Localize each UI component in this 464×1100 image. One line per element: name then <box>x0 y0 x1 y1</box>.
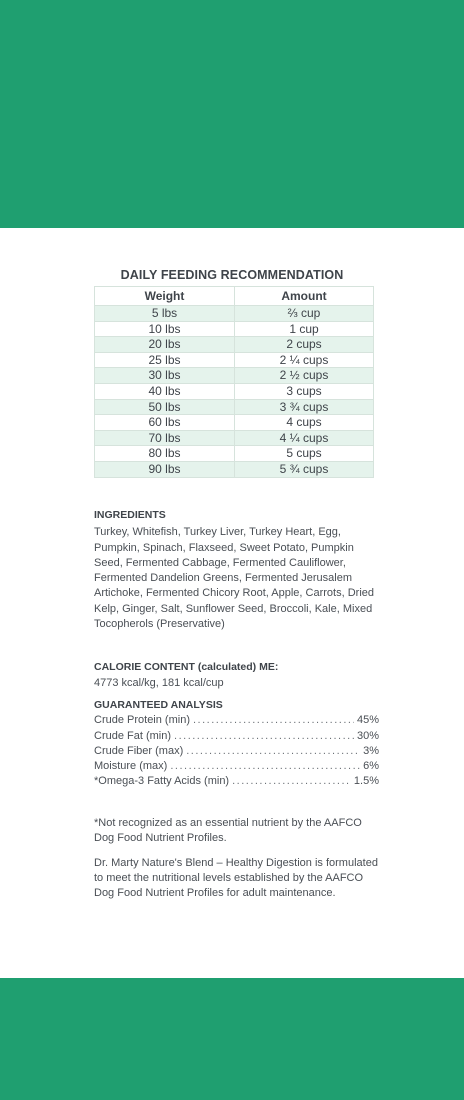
analysis-label: *Omega-3 Fatty Acids (min) <box>94 775 230 788</box>
ingredients-text: Turkey, Whitefish, Turkey Liver, Turkey Heart, Egg, Pumpkin, Spinach, Flaxseed, Sweet Potato, Pumpkin Seed, Fermented Cabbage, Fermented Cauliflower, Fermented Dandelion Greens, Fermented Jerusalem Artichoke, Fermented Chicory Root, Apple, Carrots, Dried Kelp, Ginger, Salt, Sunflower Seed, Broccoli, Kale, Mixed Tocopherols (Preservative) <box>94 526 375 631</box>
table-row <box>95 368 374 384</box>
weight-cell: 40 lbs <box>95 383 235 399</box>
analysis-value: 45% <box>356 714 379 727</box>
notes-section <box>94 816 379 910</box>
analysis-label: Moisture (max) <box>94 760 168 773</box>
analysis-value: 3% <box>363 744 379 757</box>
table-row <box>95 337 374 353</box>
amount-cell: 4 ¼ cups <box>235 430 374 446</box>
analysis-value: 6% <box>363 760 379 773</box>
calorie-title: CALORIE CONTENT (calculated) ME: <box>94 661 279 673</box>
table-row <box>95 415 374 431</box>
amount-cell: 3 cups <box>235 383 374 399</box>
table-row <box>95 446 374 462</box>
analysis-label: Crude Protein (min) <box>94 714 190 727</box>
ingredients-section <box>94 508 379 632</box>
weight-cell: 60 lbs <box>95 415 235 431</box>
weight-cell: 10 lbs <box>95 321 235 337</box>
weight-cell: 80 lbs <box>95 446 235 462</box>
feeding-header-row <box>95 287 374 306</box>
calorie-value: 4773 kcal/kg, 181 kcal/cup <box>94 677 224 690</box>
analysis-row <box>94 774 379 789</box>
weight-cell: 20 lbs <box>95 337 235 353</box>
feeding-title: DAILY FEEDING RECOMMENDATION <box>120 268 344 282</box>
weight-cell: 90 lbs <box>95 461 235 477</box>
table-row <box>95 430 374 446</box>
amount-cell: 2 ¼ cups <box>235 352 374 368</box>
guaranteed-title: GUARANTEED ANALYSIS <box>94 699 223 711</box>
header-amount: Amount <box>235 287 374 306</box>
amount-cell: 1 cup <box>235 321 374 337</box>
dot-leader <box>232 774 351 789</box>
bottom-green-band <box>0 978 464 1100</box>
table-row <box>95 461 374 477</box>
dot-leader <box>193 713 354 728</box>
weight-cell: 70 lbs <box>95 430 235 446</box>
weight-cell: 5 lbs <box>95 306 235 322</box>
table-row <box>95 383 374 399</box>
analysis-label: Crude Fat (min) <box>94 729 172 742</box>
table-row <box>95 399 374 415</box>
feeding-table <box>94 286 374 478</box>
weight-cell: 30 lbs <box>95 368 235 384</box>
calorie-section <box>94 660 379 692</box>
amount-cell: 4 cups <box>235 415 374 431</box>
amount-cell: 5 ¾ cups <box>235 461 374 477</box>
analysis-label: Crude Fiber (max) <box>94 744 184 757</box>
analysis-row <box>94 744 379 759</box>
amount-cell: ⅔ cup <box>235 306 374 322</box>
amount-cell: 2 cups <box>235 337 374 353</box>
dot-leader <box>170 759 360 774</box>
amount-cell: 5 cups <box>235 446 374 462</box>
amount-cell: 3 ¾ cups <box>235 399 374 415</box>
weight-cell: 25 lbs <box>95 352 235 368</box>
analysis-row <box>94 759 379 774</box>
formulation-statement: Dr. Marty Nature's Blend – Healthy Digestion is formulated to meet the nutritional levels established by the AAFCO Dog Food Nutrient Profiles for adult maintenance. <box>94 856 378 900</box>
header-weight: Weight <box>95 287 235 306</box>
dot-leader <box>174 729 354 744</box>
top-green-band <box>0 0 464 228</box>
footnote-aafco: *Not recognized as an essential nutrient by the AAFCO Dog Food Nutrient Profiles. <box>94 817 362 845</box>
table-row <box>95 352 374 368</box>
guaranteed-analysis-section <box>94 698 379 790</box>
ingredients-title: INGREDIENTS <box>94 509 166 521</box>
dot-leader <box>186 744 360 759</box>
table-row <box>95 321 374 337</box>
analysis-value: 1.5% <box>353 775 379 788</box>
analysis-row <box>94 713 379 728</box>
table-row <box>95 306 374 322</box>
amount-cell: 2 ½ cups <box>235 368 374 384</box>
analysis-value: 30% <box>356 729 379 742</box>
weight-cell: 50 lbs <box>95 399 235 415</box>
analysis-row <box>94 729 379 744</box>
